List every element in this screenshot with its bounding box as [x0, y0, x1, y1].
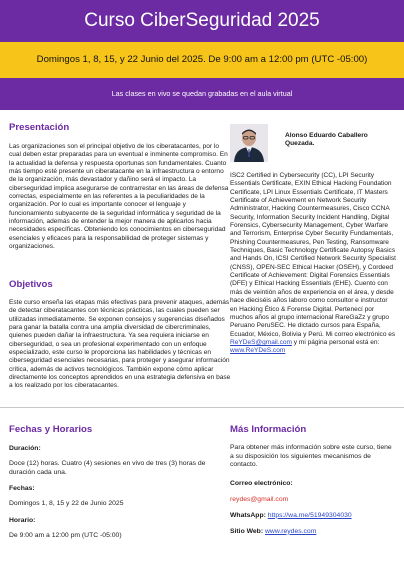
- web-link[interactable]: www.reydes.com: [265, 527, 317, 535]
- web-label: Sitio Web:: [230, 527, 264, 535]
- info-heading: Más Información: [230, 424, 307, 435]
- objetivos-heading: Objetivos: [9, 279, 53, 290]
- whatsapp-row: [230, 512, 394, 519]
- instructor-web-link[interactable]: www.ReYDeS.com: [230, 347, 286, 355]
- fechas-section: [9, 424, 231, 539]
- duracion-label: Duración:: [9, 445, 41, 452]
- section-divider: [0, 407, 404, 408]
- whatsapp-link[interactable]: https://wa.me/51949304030: [267, 511, 352, 519]
- email-label: Correo electrónico:: [230, 479, 293, 487]
- fechas-heading: Fechas y Horarios: [9, 424, 93, 435]
- info-text: Para obtener más información sobre este curso, tiene a su disposición los siguientes mecanismos de contacto.: [230, 444, 392, 469]
- presentacion-section: [9, 122, 231, 251]
- whatsapp-label: WhatsApp:: [230, 511, 266, 519]
- instructor-section: [230, 124, 394, 404]
- fechas-text: Domingos 1, 8, 15 y 22 de Junio 2025: [9, 500, 124, 508]
- objetivos-text: Este curso enseña las etapas más efectivas para prevenir ataques, además de detectar ciberatacantes con técnicas prácticas, las cuales pueden ser utilizadas inmediatamente. Se exponen consejos y sugerencias diseñados para ganar la batalla contra una amplia diversidad de cibercriminales, quienes pueden dañar la infraestructura. Ya sea requiera iniciarse en ciberseguridad, o sea un profesional experimentado con un enfoque especializado, este curso le proporciona las habilidades y técnicas en ciberseguridad esenciales necesarias, para proteger y asegurar información crítica, además de activos tecnológicos. También expone cómo aplicar directamente los conceptos aprendidos en una estrategia defensiva en base a los realizado por los ciberatacantes.: [9, 299, 231, 390]
- instructor-name: Alonso Eduardo Caballero Quezada.: [285, 132, 368, 147]
- fechas-label: Fechas:: [9, 485, 35, 493]
- presentacion-text: Las organizaciones son el principal objetivo de los ciberatacantes, por lo cual deben estar preparadas para un eventual e inminente compromiso. En la actualidad la defensa y respuesta oportunas son fundamentales. Cuanto más tiempo esté presente un ciberatacante en la infraestructura o entorno de la organización, más devastador y dañino será el impacto. La ciberseguridad implica asegurarse de contrarrestar en las áreas de defensa correctas, especialmente en las referentes a la peculiaridades de la organización. Por lo cual es importante conocer el lenguaje y funcionamiento subyacente de la seguridad informática y seguridad de la información, además de entender la mejor manera de aplicarlos hacia necesidades específicas. Obteniendo los conocimientos en ciberseguridad esenciales y eficaces para la responsabilidad de proteger sistemas y organizaciones.: [9, 143, 229, 251]
- duracion-text: Doce (12) horas. Cuatro (4) sesiones en vivo de tres (3) horas de duración cada una.: [9, 460, 206, 476]
- horario-text: De 9:00 am a 12:00 pm (UTC -05:00): [9, 532, 122, 540]
- instructor-bio-text: ISC2 Certified in Cybersecurity (CC), LPI Security Essentials Certificate, EXIN Ethical Hacking Foundation Certificate, LPI Linux Essentials Certificate, IT Masters Certificate of Achievement en Network Security Administrator, Hacking Countermeasures, Cisco CCNA Security, Information Security Incident Handling, Digital Forensics, Cybersecurity Management, Cyber Warfare and Terrorism, Enterprise Cyber Security Fundamentals, Phishing Countermeasures, Pen Testing, Ransomware Techniques, Basic Technology Certificate Autopsy Basics and Hands On, ICSI Certified Network Security Specialist (CNSS), OPEN-SEC Ethical Hacker (OSEH), y Cordeed Certificate of Achievement: Digital Forensics Essentials (DFE) y Ethical Hacking Essentials (EHE). Cuento con más de veintión años de experiencia en el área, y desde hace dieciséis años laboro como consultor e instructor en Hacking Ético & Forense Digital. Pertenecí por muchos años al grupo internacional RareGaZz y grupo Peruano PeruSEC. He dictado cursos para España, Ecuador, México, Bolivia y Perú. Mi correo electrónico es: [230, 172, 396, 338]
- recording-notice: Las clases en vivo se quedan grabadas en el aula virtual: [0, 78, 404, 110]
- instructor-photo: [230, 124, 268, 162]
- person-avatar-icon: [230, 124, 268, 162]
- instructor-bio-tail: y mi página personal está en:: [291, 338, 380, 346]
- course-dates-banner: Domingos 1, 8, 15, y 22 Junio del 2025. De 9:00 am a 12:00 pm (UTC -05:00): [0, 42, 404, 78]
- horario-label: Horario:: [9, 517, 36, 525]
- course-title: Curso CiberSeguridad 2025: [0, 0, 404, 42]
- objetivos-section: [9, 279, 231, 391]
- presentacion-heading: Presentación: [9, 122, 70, 133]
- instructor-email-link[interactable]: ReYDeS@gmail.com: [230, 338, 292, 346]
- web-row: [230, 528, 394, 535]
- email-value[interactable]: reydes@gmail.com: [230, 495, 289, 503]
- instructor-bio: [230, 172, 396, 356]
- info-section: [230, 424, 394, 535]
